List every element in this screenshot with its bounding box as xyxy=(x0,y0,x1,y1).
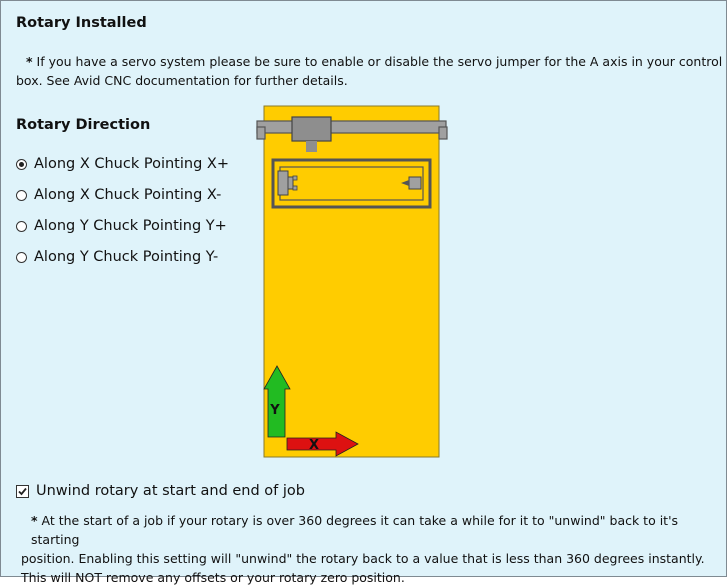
radio-label: Along X Chuck Pointing X- xyxy=(34,187,222,203)
servo-note-text-1: If you have a servo system please be sure to enable or disable the servo jumper for the A axis in your control xyxy=(32,54,723,69)
unwind-note-text-1: At the start of a job if your rotary is over 360 degrees it can take a while for it to "unwind" back to it's starting xyxy=(31,513,679,547)
spindle-carriage xyxy=(292,117,331,141)
gantry-left-leg xyxy=(257,127,265,139)
radio-label: Along X Chuck Pointing X+ xyxy=(34,156,229,172)
radio-along-x-pointing-x-plus[interactable] xyxy=(16,154,229,174)
rotary-direction-title: Rotary Direction xyxy=(16,117,151,133)
note-asterisk: * xyxy=(31,513,38,528)
rotary-orientation-diagram xyxy=(255,105,450,461)
radio-button[interactable] xyxy=(16,190,27,201)
radio-button-checked[interactable] xyxy=(16,159,27,170)
unwind-note xyxy=(21,511,726,587)
radio-along-y-pointing-y-minus[interactable] xyxy=(16,247,218,267)
gantry-right-leg xyxy=(439,127,447,139)
gantry-rail xyxy=(257,121,446,133)
unwind-rotary-label: Unwind rotary at start and end of job xyxy=(36,483,305,499)
servo-note-line-2: box. See Avid CNC documentation for further details. xyxy=(16,73,348,88)
radio-button[interactable] xyxy=(16,221,27,232)
unwind-note-line-2: position. Enabling this setting will "unwind" the rotary back to a value that is less than 360 degrees instantly. xyxy=(21,551,705,566)
spindle-head xyxy=(306,141,317,152)
radio-button[interactable] xyxy=(16,252,27,263)
radio-label: Along Y Chuck Pointing Y+ xyxy=(34,218,227,234)
servo-note-line-1 xyxy=(26,52,722,71)
radio-along-x-pointing-x-minus[interactable] xyxy=(16,185,221,205)
unwind-rotary-checkbox-row[interactable] xyxy=(16,482,305,500)
radio-label: Along Y Chuck Pointing Y- xyxy=(34,249,219,265)
x-axis-label: X xyxy=(308,438,320,453)
unwind-rotary-checkbox[interactable] xyxy=(16,485,29,498)
unwind-note-line-3: This will NOT remove any offsets or your rotary zero position. xyxy=(21,570,405,585)
radio-along-y-pointing-y-plus[interactable] xyxy=(16,216,227,236)
servo-note xyxy=(16,52,723,90)
checkmark-icon xyxy=(17,486,28,497)
rotary-installed-title: Rotary Installed xyxy=(16,15,147,31)
note-asterisk: * xyxy=(26,54,33,69)
y-axis-label: Y xyxy=(270,403,280,418)
unwind-note-line-1 xyxy=(31,511,726,549)
